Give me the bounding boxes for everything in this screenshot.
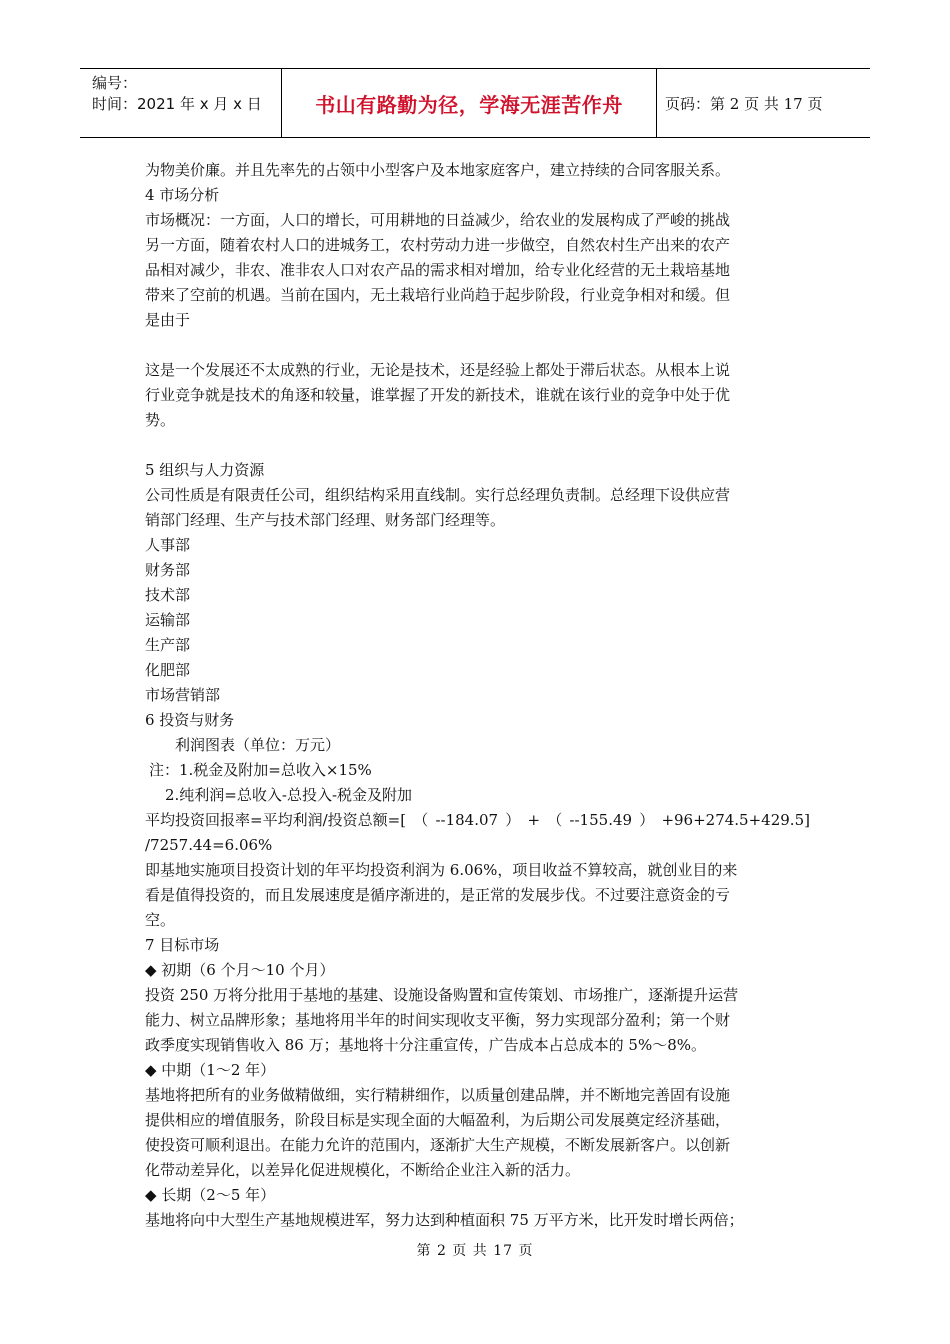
page-header [80, 68, 870, 138]
paragraph-line: 基地将向中大型生产基地规模进军，努力达到种植面积 75 万平方米，比开发时增长两倍； [145, 1211, 744, 1229]
paragraph-line: 势。 [145, 411, 176, 429]
formula-part: ） [505, 811, 521, 829]
paragraph-line: 销部门经理、生产与技术部门经理、财务部门经理等。 [145, 511, 506, 529]
formula-part: --155.49 [569, 811, 633, 829]
formula-part: 平均投资回报率=平均利润/投资总额=[ [145, 811, 407, 829]
paragraph-line: 化带动差异化，以差异化促进规模化，不断给企业注入新的活力。 [145, 1161, 581, 1179]
formula-part: +96+274.5+429.5] [661, 811, 810, 829]
department-item: 化肥部 [145, 661, 191, 679]
paragraph-line: 能力、树立品牌形象；基地将用半年的时间实现收支平衡，努力实现部分盈利；第一个财 [145, 1011, 731, 1029]
note-line: 注：1.税金及附加=总收入×15% [149, 761, 372, 779]
blank-line [145, 333, 810, 358]
paragraph-line: 市场概况：一方面，人口的增长，可用耕地的日益减少，给农业的发展构成了严峻的挑战 [145, 211, 731, 229]
phase-heading: ◆ 初期（6 个月～10 个月） [145, 961, 335, 979]
paragraph-line: 即基地实施项目投资计划的年平均投资利润为 6.06%，项目收益不算较高，就创业目的来 [145, 861, 738, 879]
paragraph-line: 投资 250 万将分批用于基地的基建、设施设备购置和宣传策划、市场推广，逐渐提升运营 [145, 986, 739, 1004]
section-heading: 6 投资与财务 [145, 711, 235, 729]
blank-line [145, 433, 810, 458]
section-heading: 4 市场分析 [145, 186, 220, 204]
page-footer: 第 2 页 共 17 页 [416, 1243, 534, 1259]
header-page-number: 页码：第 2 页 共 17 页 [665, 94, 823, 113]
department-item: 运输部 [145, 611, 191, 629]
paragraph-line: 另一方面，随着农村人口的进城务工，农村劳动力进一步做空，自然农村生产出来的农产 [145, 236, 731, 254]
header-motto: 书山有路勤为径，学海无涯苦作舟 [282, 69, 657, 137]
paragraph-line: 为物美价廉。并且先率先的占领中小型客户及本地家庭客户，建立持续的合同客服关系。 [145, 161, 731, 179]
document-number: 编号： [92, 74, 138, 92]
department-item: 财务部 [145, 561, 191, 579]
formula-part: （ [413, 811, 429, 829]
paragraph-line: 政季度实现销售收入 86 万；基地将十分注重宣传，广告成本占总成本的 5%～8%。 [145, 1036, 706, 1054]
phase-heading: ◆ 长期（2～5 年） [145, 1186, 276, 1204]
paragraph-line: 看是值得投资的，而且发展速度是循序渐进的，是正常的发展步伐。不过要注意资金的亏 [145, 886, 731, 904]
paragraph-line: 空。 [145, 911, 176, 929]
department-item: 市场营销部 [145, 686, 221, 704]
header-meta-cell [80, 69, 282, 137]
paragraph-line: 提供相应的增值服务，阶段目标是实现全面的大幅盈利，为后期公司发展奠定经济基础， [145, 1111, 731, 1129]
formula-line [145, 808, 810, 833]
paragraph-line: 带来了空前的机遇。当前在国内，无土栽培行业尚趋于起步阶段，行业竞争相对和缓。但 [145, 286, 731, 304]
paragraph-line: 是由于 [145, 311, 191, 329]
document-date: 时间：2021 年 x 月 x 日 [92, 95, 262, 113]
paragraph-line: 这是一个发展还不太成熟的行业，无论是技术，还是经验上都处于滞后状态。从根本上说 [145, 361, 731, 379]
paragraph-line: 使投资可顺利退出。在能力允许的范围内，逐渐扩大生产规模，不断发展新客户。以创新 [145, 1136, 731, 1154]
document-body [145, 158, 810, 1233]
paragraph-line: 基地将把所有的业务做精做细，实行精耕细作，以质量创建品牌，并不断地完善固有设施 [145, 1086, 731, 1104]
paragraph-line: 行业竞争就是技术的角逐和较量，谁掌握了开发的新技术，谁就在该行业的竞争中处于优 [145, 386, 731, 404]
paragraph-line: 公司性质是有限责任公司，组织结构采用直线制。实行总经理负责制。总经理下设供应营 [145, 486, 731, 504]
phase-heading: ◆ 中期（1～2 年） [145, 1061, 276, 1079]
formula-line: /7257.44=6.06% [145, 836, 273, 854]
formula-part: --184.07 [435, 811, 499, 829]
note-line: 2.纯利润=总收入-总投入-税金及附加 [165, 786, 413, 804]
department-item: 生产部 [145, 636, 191, 654]
table-caption: 利润图表（单位：万元） [175, 736, 341, 754]
formula-part: + [527, 811, 541, 829]
paragraph-line: 品相对减少，非农、准非农人口对农产品的需求相对增加，给专业化经营的无土栽培基地 [145, 261, 731, 279]
formula-part: （ [547, 811, 563, 829]
section-heading: 5 组织与人力资源 [145, 461, 265, 479]
formula-part: ） [639, 811, 655, 829]
section-heading: 7 目标市场 [145, 936, 220, 954]
department-item: 人事部 [145, 536, 191, 554]
department-item: 技术部 [145, 586, 191, 604]
